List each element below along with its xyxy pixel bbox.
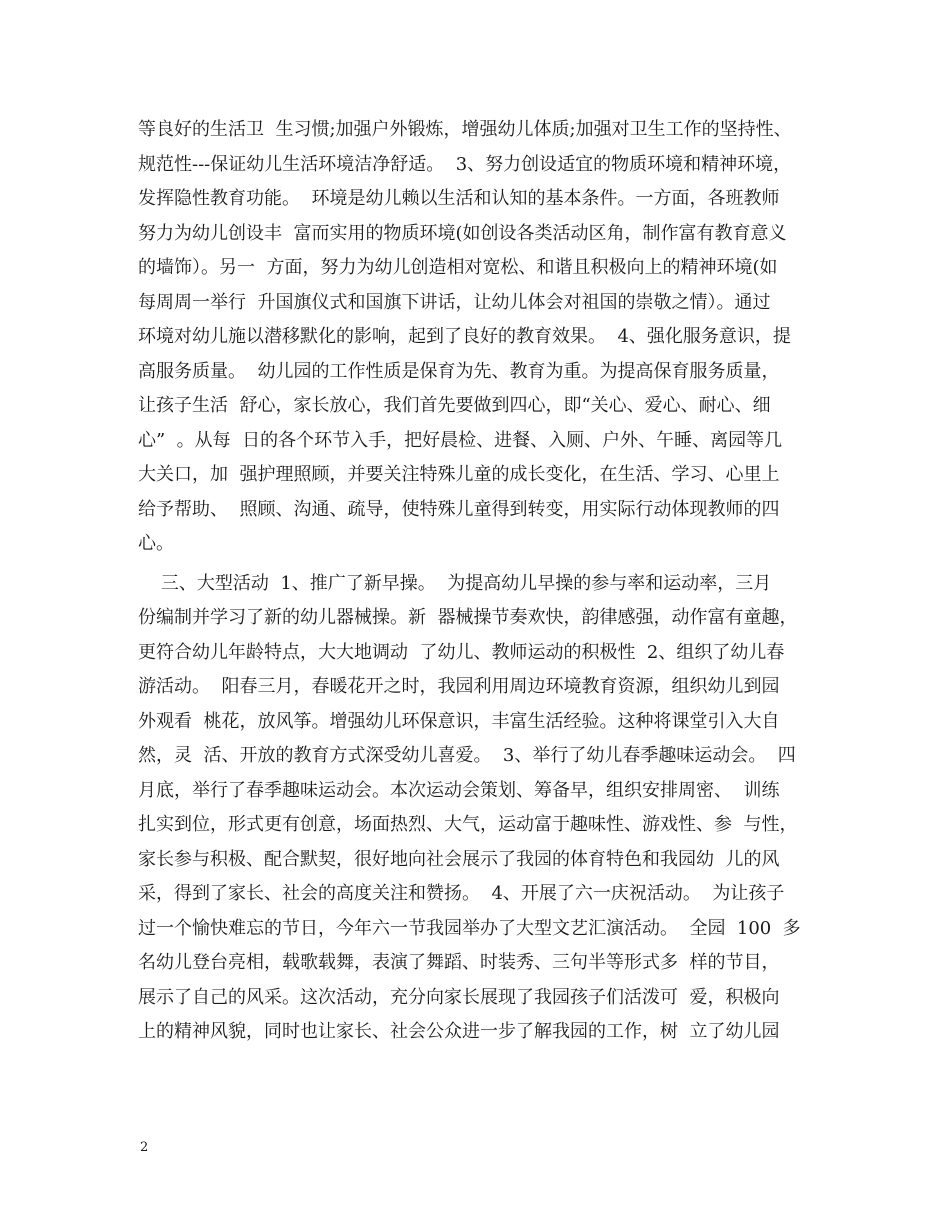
- text-line: 采，得到了家长、社会的高度关注和赞扬。 4、开展了六一庆祝活动。 为让孩子: [138, 883, 785, 904]
- text-line: 心” 。从每 日的各个环节入手，把好晨检、进餐、入厕、户外、午睡、离园等几: [138, 429, 783, 451]
- text-line: 三、大型活动 1、推广了新早操。 为提高幼儿早操的参与率和运动率，三月: [138, 572, 772, 594]
- text-line: 上的精神风貌，同时也让家长、社会公众进一步了解我园的工作，树 立了幼儿园: [138, 1021, 780, 1042]
- text-line: 环境对幼儿施以潜移默化的影响，起到了良好的教育效果。 4、强化服务意识，提: [138, 326, 791, 347]
- text-line: 心。: [138, 533, 174, 554]
- text-line: 努力为幼儿创设丰 富而实用的物质环境(如创设各类活动区角，制作富有教育意义: [138, 222, 787, 244]
- text-line: 展示了自己的风采。这次活动，充分向家长展现了我园孩子们活泼可 爱，积极向: [138, 986, 780, 1008]
- text-line: 月底，举行了春季趣味运动会。本次运动会策划、筹备早，组织安排周密、 训练: [138, 779, 780, 801]
- text-line: 给予帮助、 照顾、沟通、疏导，使特殊儿童得到转变，用实际行动体现教师的四: [138, 498, 780, 520]
- text-line: 家长参与积极、配合默契，很好地向社会展示了我园的体育特色和我园幼 儿的风: [138, 848, 780, 870]
- text-line: 等良好的生活卫 生习惯;加强户外锻炼，增强幼儿体质;加强对卫生工作的坚持性、: [138, 119, 792, 140]
- body-text: [138, 113, 828, 1050]
- text-line: 然，灵 活、开放的教育方式深受幼儿喜爱。 3、举行了幼儿春季趣味运动会。 四: [138, 745, 796, 766]
- text-line: 过一个愉快难忘的节日，今年六一节我园举办了大型文艺汇演活动。 全园 100 多: [138, 917, 801, 939]
- text-line: 发挥隐性教育功能。 环境是幼儿赖以生活和认知的基本条件。一方面，各班教师: [138, 188, 780, 209]
- text-line: 让孩子生活 舒心，家长放心，我们首先要做到四心，即“关心、爱心、耐心、细: [138, 395, 771, 416]
- page-number: 2: [140, 1140, 149, 1155]
- text-line: 高服务质量。 幼儿园的工作性质是保育为先、教育为重。为提高保育服务质量，: [138, 360, 780, 382]
- text-line: 规范性---保证幼儿生活环境洁净舒适。 3、努力创设适宜的物质环境和精神环境，: [138, 153, 792, 175]
- text-line: 名幼儿登台亮相，载歌载舞，表演了舞蹈、时装秀、三句半等形式多 样的节目，: [138, 952, 780, 973]
- text-line: 的墙饰）。另一 方面，努力为幼儿创造相对宽松、和谐且积极向上的精神环境(如: [138, 257, 778, 278]
- text-line: 大关口，加 强护理照顾，并要关注特殊儿童的成长变化，在生活、学习、心里上: [138, 464, 780, 485]
- text-line: 外观看 桃花，放风筝。增强幼儿环保意识，丰富生活经验。这种将课堂引入大自: [138, 710, 780, 732]
- paragraph-hygiene-environment-service: [138, 113, 828, 562]
- text-line: 更符合幼儿年龄特点，大大地调动 了幼儿、教师运动的积极性 2、组织了幼儿春: [138, 641, 785, 663]
- text-line: 游活动。 阳春三月，春暖花开之时，我园利用周边环境教育资源，组织幼儿到园: [138, 676, 780, 697]
- paragraph-major-activities: [138, 567, 828, 1050]
- text-line: 扎实到位，形式更有创意，场面热烈、大气，运动富于趣味性、游戏性、参 与性，: [138, 814, 798, 835]
- text-line: 份编制并学习了新的幼儿器械操。新 器械操节奏欢快，韵律感强，动作富有童趣，: [138, 607, 798, 628]
- text-line: 每周周一举行 升国旗仪式和国旗下讲话，让幼儿体会对祖国的崇敬之情）。通过: [138, 291, 771, 313]
